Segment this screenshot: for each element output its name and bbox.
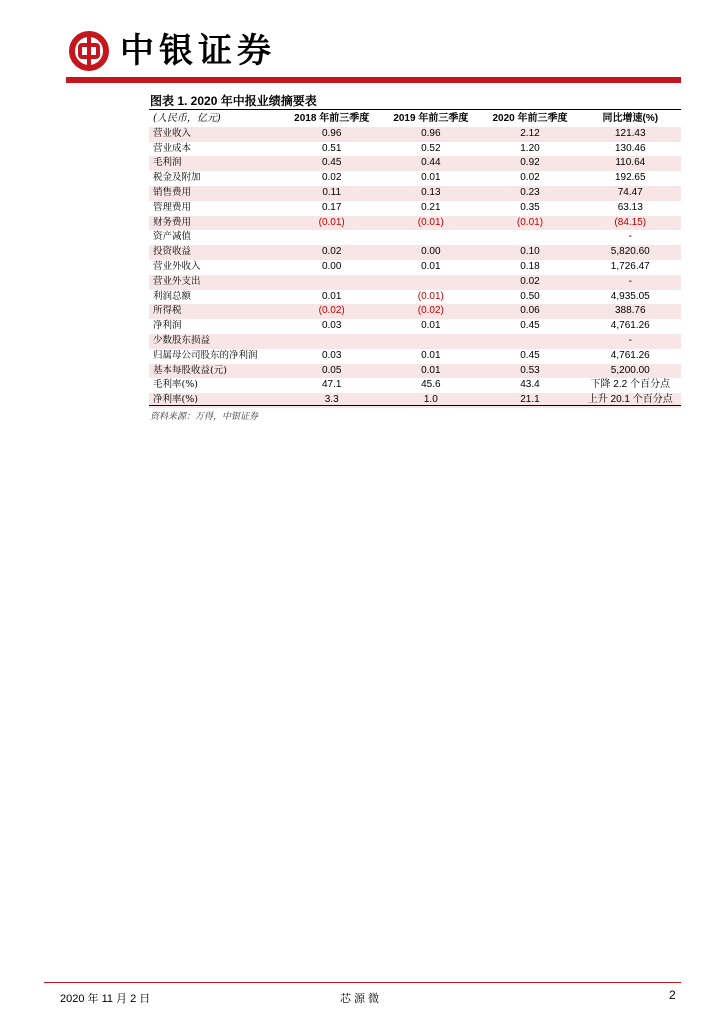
- table-cell: -: [580, 275, 681, 290]
- table-cell: 0.01: [381, 349, 480, 364]
- title-rule: [149, 109, 681, 110]
- row-label: 毛利润: [149, 156, 282, 171]
- table-cell: 4,935.05: [580, 290, 681, 305]
- table-body: [149, 127, 681, 408]
- table-cell: 130.46: [580, 142, 681, 157]
- table-cell: 0.01: [381, 319, 480, 334]
- table-row: [149, 171, 681, 186]
- table-cell: [480, 230, 579, 245]
- table-cell: (0.01): [282, 216, 381, 231]
- table-cell: 0.13: [381, 186, 480, 201]
- header: [68, 30, 688, 74]
- table-cell: (0.01): [381, 216, 480, 231]
- table-cell: 0.02: [282, 171, 381, 186]
- row-label: 营业外收入: [149, 260, 282, 275]
- table-cell: 0.45: [480, 349, 579, 364]
- column-header: 同比增速(%): [602, 113, 659, 124]
- summary-table: [149, 112, 681, 408]
- table-cell: 0.96: [282, 127, 381, 142]
- table-cell: 4,761.26: [580, 319, 681, 334]
- table-cell: 388.76: [580, 304, 681, 319]
- table-row: [149, 260, 681, 275]
- table-cell: 0.52: [381, 142, 480, 157]
- row-label: 净利润: [149, 319, 282, 334]
- table-bottom-rule: [149, 405, 681, 406]
- table-cell: 74.47: [580, 186, 681, 201]
- table-row: [149, 334, 681, 349]
- table-cell: 0.92: [480, 156, 579, 171]
- table-cell: 上升 20.1 个百分点: [580, 393, 681, 408]
- column-header: 2019 年前三季度: [393, 113, 469, 124]
- table-cell: 110.64: [580, 156, 681, 171]
- table-cell: 0.50: [480, 290, 579, 305]
- table-row: [149, 127, 681, 142]
- table-cell: -: [580, 230, 681, 245]
- table-cell: (0.01): [480, 216, 579, 231]
- footer-rule: [44, 982, 681, 983]
- table-cell: 121.43: [580, 127, 681, 142]
- table-cell: 下降 2.2 个百分点: [580, 378, 681, 393]
- table-header-row: [149, 112, 681, 127]
- table-cell: 0.06: [480, 304, 579, 319]
- row-label: 营业成本: [149, 142, 282, 157]
- row-label: 销售费用: [149, 186, 282, 201]
- table-row: [149, 378, 681, 393]
- row-label: 净利率(%): [149, 393, 282, 408]
- row-label: 所得税: [149, 304, 282, 319]
- table-cell: 0.03: [282, 349, 381, 364]
- table-cell: 0.10: [480, 245, 579, 260]
- table-cell: 0.23: [480, 186, 579, 201]
- table-cell: [381, 334, 480, 349]
- row-label: 资产减值: [149, 230, 282, 245]
- table-cell: (84.15): [580, 216, 681, 231]
- table-cell: 0.01: [381, 364, 480, 379]
- table-cell: 0.51: [282, 142, 381, 157]
- table-cell: 4,761.26: [580, 349, 681, 364]
- table-cell: 0.01: [381, 171, 480, 186]
- table-cell: 0.35: [480, 201, 579, 216]
- table-cell: 0.21: [381, 201, 480, 216]
- table-row: [149, 186, 681, 201]
- table-cell: 47.1: [282, 378, 381, 393]
- row-label: 税金及附加: [149, 171, 282, 186]
- table-cell: [381, 275, 480, 290]
- table-cell: 0.18: [480, 260, 579, 275]
- table-row: [149, 364, 681, 379]
- table-cell: 0.17: [282, 201, 381, 216]
- table-cell: 0.53: [480, 364, 579, 379]
- column-header: (人民币，亿元): [153, 113, 221, 124]
- table-cell: 63.13: [580, 201, 681, 216]
- table-cell: 0.44: [381, 156, 480, 171]
- row-label: 营业收入: [149, 127, 282, 142]
- row-label: 财务费用: [149, 216, 282, 231]
- table-row: [149, 304, 681, 319]
- table-cell: 1.20: [480, 142, 579, 157]
- table-cell: 3.3: [282, 393, 381, 408]
- table-row: [149, 201, 681, 216]
- table-cell: 0.02: [480, 171, 579, 186]
- table-cell: 45.6: [381, 378, 480, 393]
- table-cell: 0.45: [480, 319, 579, 334]
- bank-of-china-logo-icon: [68, 30, 110, 72]
- table-cell: [282, 230, 381, 245]
- table-cell: 0.96: [381, 127, 480, 142]
- row-label: 营业外支出: [149, 275, 282, 290]
- table-row: [149, 230, 681, 245]
- table-row: [149, 142, 681, 157]
- table-row: [149, 319, 681, 334]
- row-label: 投资收益: [149, 245, 282, 260]
- row-label: 利润总额: [149, 290, 282, 305]
- table-row: [149, 216, 681, 231]
- table-cell: (0.02): [381, 304, 480, 319]
- table-row: [149, 156, 681, 171]
- column-header: 2020 年前三季度: [492, 113, 568, 124]
- table-cell: 0.11: [282, 186, 381, 201]
- table-cell: [282, 334, 381, 349]
- row-label: 少数股东损益: [149, 334, 282, 349]
- row-label: 基本每股收益(元): [149, 364, 282, 379]
- table-row: [149, 349, 681, 364]
- table-cell: 1,726.47: [580, 260, 681, 275]
- table-row: [149, 245, 681, 260]
- figure-title: 图表 1. 2020 年中报业绩摘要表: [150, 94, 317, 108]
- table-cell: 1.0: [381, 393, 480, 408]
- table-cell: 2.12: [480, 127, 579, 142]
- table-cell: 0.02: [282, 245, 381, 260]
- header-rule: [66, 77, 681, 83]
- table-cell: [381, 230, 480, 245]
- table-cell: 0.01: [381, 260, 480, 275]
- table-cell: 21.1: [480, 393, 579, 408]
- table-cell: 0.45: [282, 156, 381, 171]
- row-label: 归属母公司股东的净利润: [149, 349, 282, 364]
- footer-company: 芯源微: [340, 993, 382, 1005]
- table-row: [149, 275, 681, 290]
- table-cell: -: [580, 334, 681, 349]
- table-cell: 0.05: [282, 364, 381, 379]
- table-cell: 0.03: [282, 319, 381, 334]
- table-cell: 5,200.00: [580, 364, 681, 379]
- source-note: 资料来源：万得，中银证券: [150, 412, 259, 422]
- table-cell: 5,820.60: [580, 245, 681, 260]
- table-cell: 43.4: [480, 378, 579, 393]
- table-cell: 0.01: [282, 290, 381, 305]
- table-cell: 192.65: [580, 171, 681, 186]
- table-cell: (0.01): [381, 290, 480, 305]
- row-label: 毛利率(%): [149, 378, 282, 393]
- table-cell: 0.02: [480, 275, 579, 290]
- table-cell: 0.00: [381, 245, 480, 260]
- column-header: 2018 年前三季度: [294, 113, 370, 124]
- footer-date: 2020 年 11 月 2 日: [60, 993, 151, 1005]
- table-cell: 0.00: [282, 260, 381, 275]
- table-cell: (0.02): [282, 304, 381, 319]
- table-row: [149, 290, 681, 305]
- row-label: 管理费用: [149, 201, 282, 216]
- table-cell: [480, 334, 579, 349]
- page-number: 2: [669, 988, 676, 1002]
- brand-name: 中银证券: [120, 31, 276, 71]
- table-cell: [282, 275, 381, 290]
